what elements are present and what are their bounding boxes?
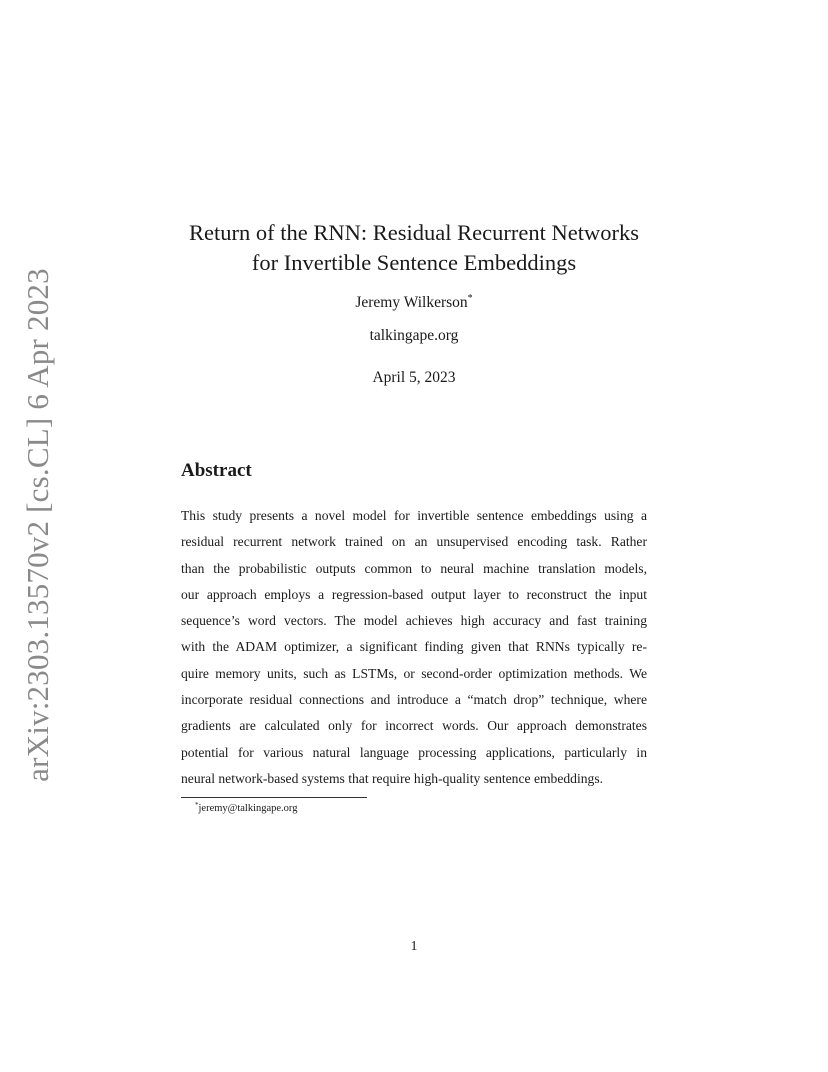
abstract-line: sequence’s word vectors. The model achieves high accuracy and fast training — [181, 613, 647, 629]
footnote-divider — [181, 797, 367, 798]
author — [214, 293, 614, 312]
abstract-line: incorporate residual connections and introduce a “match drop” technique, where — [181, 692, 647, 708]
abstract-line: than the probabilistic outputs common to neural machine translation models, — [181, 560, 647, 576]
title-line-2: for Invertible Sentence Embeddings — [251, 250, 577, 275]
abstract-line: our approach employs a regression-based output layer to reconstruct the input — [181, 586, 647, 602]
footnote — [195, 801, 298, 814]
page-number: 1 — [410, 939, 418, 954]
abstract-line: neural network-based systems that require high-quality sentence embeddings. — [181, 770, 604, 786]
title-line-1: Return of the RNN: Residual Recurrent Networks — [189, 220, 639, 245]
publication-date: April 5, 2023 — [372, 369, 456, 386]
author-footnote-mark: * — [467, 293, 473, 304]
abstract-body — [181, 503, 647, 792]
abstract-line: quire memory units, such as LSTMs, or second-order optimization methods. We — [181, 665, 647, 681]
footnote-mark: * — [195, 801, 199, 809]
abstract-line: residual recurrent network trained on an unsupervised encoding task. Rather — [181, 534, 647, 550]
paper-title — [150, 218, 678, 278]
abstract-line: This study presents a novel model for invertible sentence embeddings using a — [181, 508, 647, 523]
abstract-line: potential for various natural language processing applications, particularly in — [181, 744, 647, 760]
abstract-line: gradients are calculated only for incorrect words. Our approach demonstrates — [181, 718, 647, 734]
arxiv-identifier-stamp: arXiv:2303.13570v2 [cs.CL] 6 Apr 2023 — [20, 268, 55, 782]
footnote-email: jeremy@talkingape.org — [198, 803, 298, 814]
author-name: Jeremy Wilkerson — [355, 294, 468, 311]
affiliation: talkingape.org — [369, 327, 459, 344]
abstract-line: with the ADAM optimizer, a significant finding given that RNNs typically re- — [181, 639, 647, 655]
abstract-heading: Abstract — [181, 460, 252, 481]
